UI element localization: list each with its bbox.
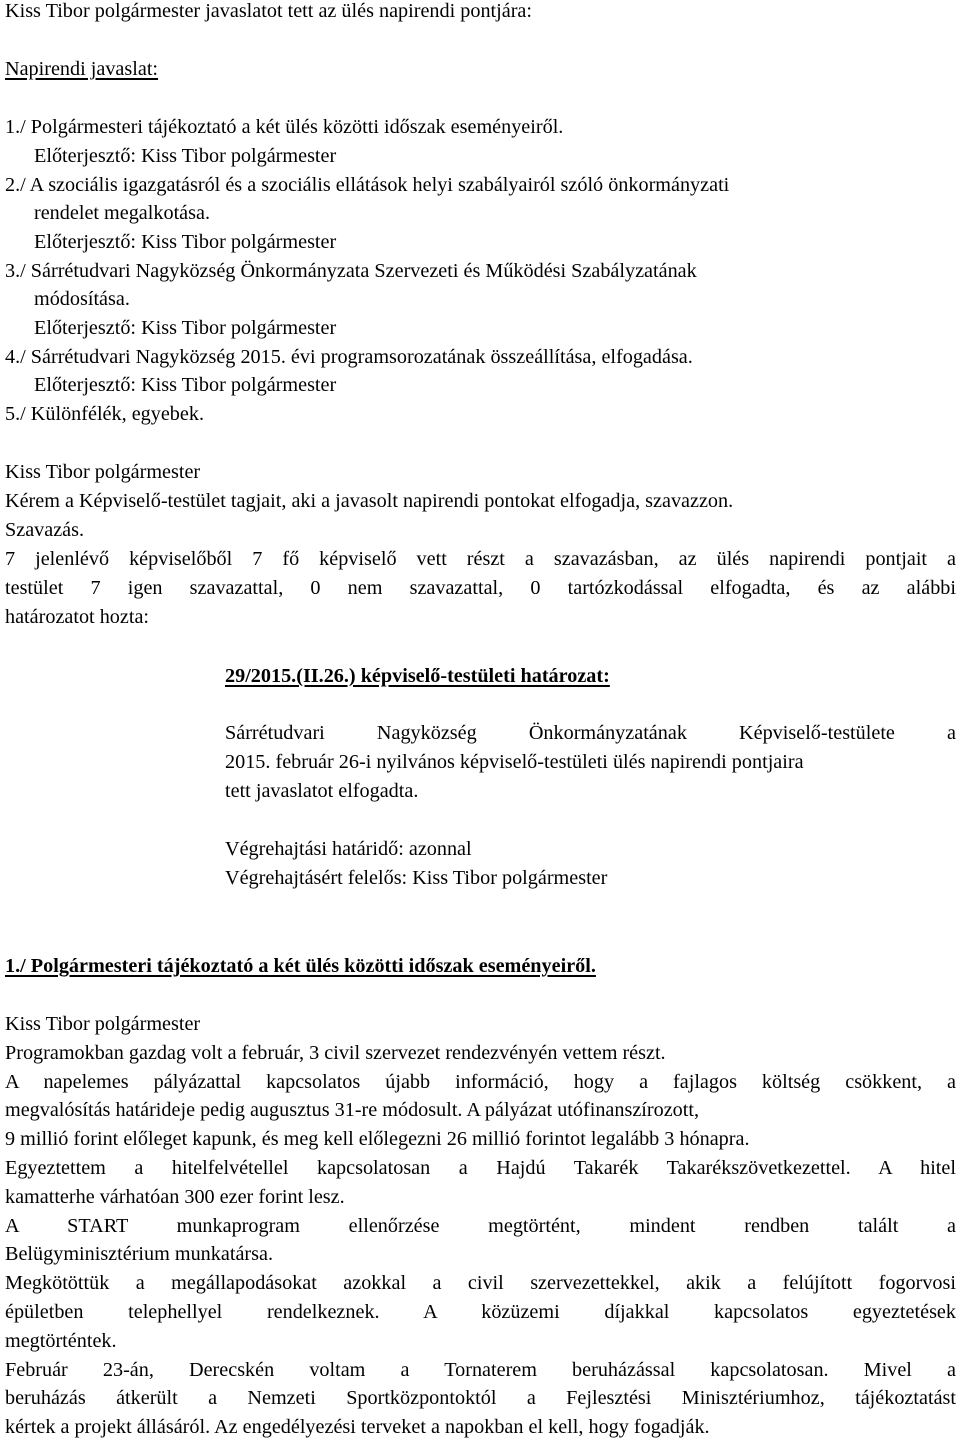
agenda-item-2-cont: rendelet megalkotása.: [34, 202, 210, 224]
resolution-body-line: Sárrétudvari Nagyközség Önkormányzatának Képviselő-testülete a: [225, 722, 956, 744]
section-line: A napelemes pályázattal kapcsolatos újabb információ, hogy a fajlagos költség csökkent, a: [5, 1071, 956, 1093]
section-line: megvalósítás határideje pedig augusztus 31-re módosult. A pályázat utófinanszírozott,: [5, 1099, 700, 1121]
vote-result-line: testület 7 igen szavazattal, 0 nem szavazattal, 0 tartózkodással elfogadta, és az alábbi: [5, 577, 956, 599]
agenda-item-1: 1./ Polgármesteri tájékoztató a két ülés közötti időszak eseményeiről.: [5, 116, 564, 138]
section-line: beruházás átkerült a Nemzeti Sportközpontoktól a Fejlesztési Minisztériumhoz, tájékoztatást: [5, 1387, 956, 1409]
section-line: kamatterhe várhatóan 300 ezer forint lesz.: [5, 1186, 345, 1208]
resolution-body-line: tett javaslatot elfogadta.: [225, 780, 419, 802]
section-line: Belügyminisztérium munkatársa.: [5, 1243, 273, 1265]
section-speaker: Kiss Tibor polgármester: [5, 1013, 201, 1035]
agenda-item-3-cont: módosítása.: [34, 288, 130, 310]
section-heading: 1./ Polgármesteri tájékoztató a két ülés közötti időszak eseményeiről.: [5, 955, 596, 977]
section-line: 9 millió forint előleget kapunk, és meg kell előlegezni 26 millió forintot legalább 3 hónapra.: [5, 1128, 750, 1150]
resolution-deadline: Végrehajtási határidő: azonnal: [225, 838, 472, 860]
agenda-item-5: 5./ Különfélék, egyebek.: [5, 403, 205, 425]
agenda-item-4-presenter: Előterjesztő: Kiss Tibor polgármester: [34, 374, 337, 396]
section-line: Megkötöttük a megállapodásokat azokkal a civil szervezettekkel, akik a felújított fogorvosi: [5, 1272, 956, 1294]
agenda-item-1-presenter: Előterjesztő: Kiss Tibor polgármester: [34, 145, 337, 167]
agenda-item-2-presenter: Előterjesztő: Kiss Tibor polgármester: [34, 231, 337, 253]
section-line: épületben telephellyel rendelkeznek. A közüzemi díjakkal kapcsolatos egyeztetések: [5, 1301, 956, 1323]
section-line: A START munkaprogram ellenőrzése megtörtént, mindent rendben talált a: [5, 1215, 956, 1237]
resolution-title: 29/2015.(II.26.) képviselő-testületi határozat:: [225, 665, 610, 687]
vote-speaker: Kiss Tibor polgármester: [5, 461, 201, 483]
section-line: kértek a projekt állásáról. Az engedélyezési terveket a napokban el kell, hogy fogadják.: [5, 1416, 710, 1438]
section-line: megtörténtek.: [5, 1330, 117, 1352]
intro-line: Kiss Tibor polgármester javaslatot tett az ülés napirendi pontjára:: [5, 0, 533, 22]
resolution-responsible: Végrehajtásért felelős: Kiss Tibor polgármester: [225, 867, 608, 889]
section-line: Programokban gazdag volt a február, 3 civil szervezet rendezvényén vettem részt.: [5, 1042, 666, 1064]
agenda-item-3-presenter: Előterjesztő: Kiss Tibor polgármester: [34, 317, 337, 339]
vote-result-line: 7 jelenlévő képviselőből 7 fő képviselő vett részt a szavazásban, az ülés napirendi pontjait a: [5, 548, 956, 570]
resolution-body-line: 2015. február 26-i nyilvános képviselő-testületi ülés napirendi pontjaira: [225, 751, 804, 773]
vote-result-line: határozatot hozta:: [5, 606, 150, 628]
agenda-item-3: 3./ Sárrétudvari Nagyközség Önkormányzata Szervezeti és Működési Szabályzatának: [5, 260, 697, 282]
vote-request: Kérem a Képviselő-testület tagjait, aki a javasolt napirendi pontokat elfogadja, szavazzon.: [5, 490, 734, 512]
section-line: Február 23-án, Derecskén voltam a Tornaterem beruházással kapcsolatosan. Mivel a: [5, 1359, 956, 1381]
section-line: Egyeztettem a hitelfelvétellel kapcsolatosan a Hajdú Takarék Takarékszövetkezettel. A hitel: [5, 1157, 956, 1179]
vote-label: Szavazás.: [5, 519, 85, 541]
agenda-item-4: 4./ Sárrétudvari Nagyközség 2015. évi programsorozatának összeállítása, elfogadása.: [5, 346, 693, 368]
agenda-item-2: 2./ A szociális igazgatásról és a szociális ellátások helyi szabályairól szóló önkormányzati: [5, 174, 730, 196]
agenda-heading: Napirendi javaslat:: [5, 58, 159, 80]
